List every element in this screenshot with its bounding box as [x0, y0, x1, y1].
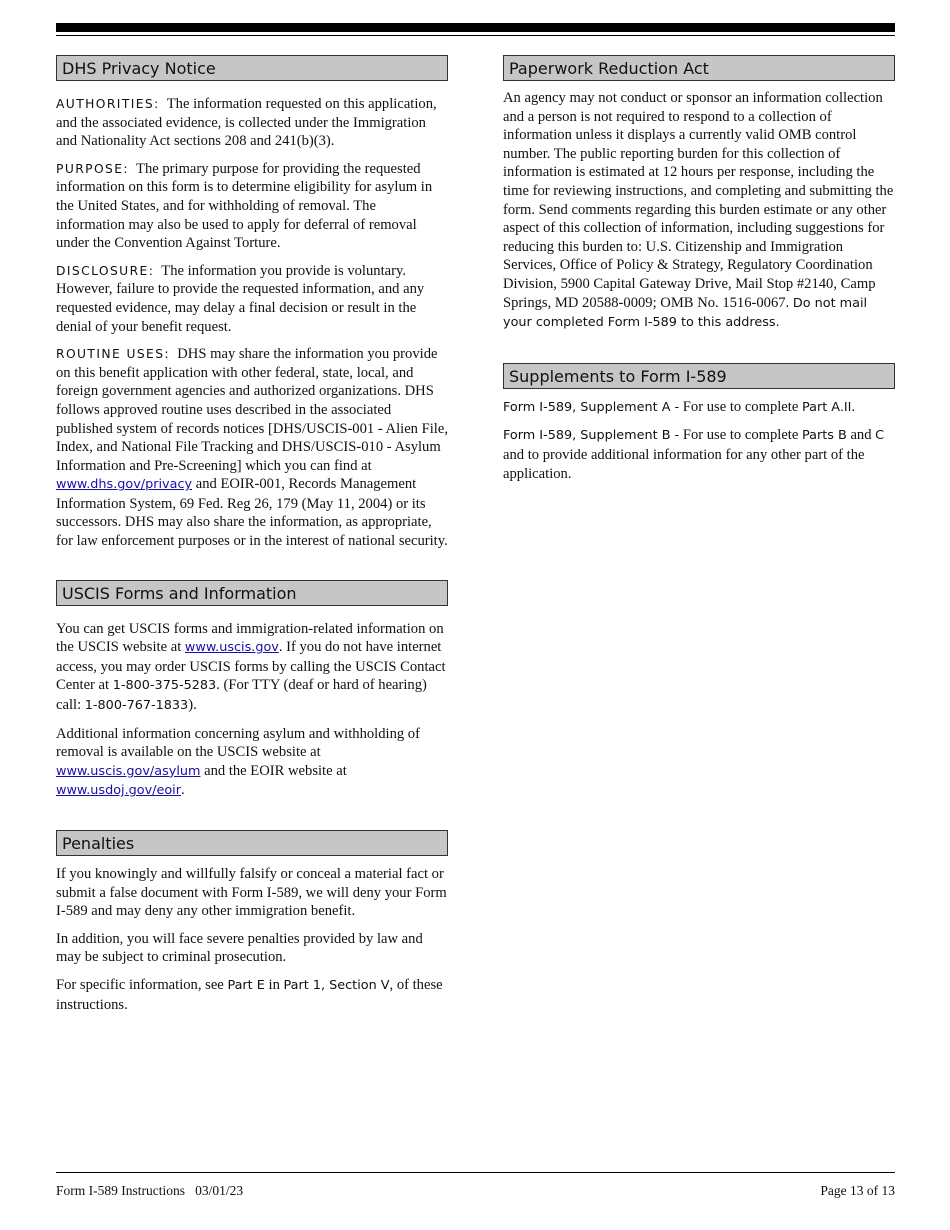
penalties-text: For specific information, see [56, 976, 224, 993]
penalties-paragraph-1: If you knowingly and willfully falsify or conceal a material fact or submit a false document with Form I-589, we will deny your Form I-589 and may deny any other immigration benefit. [56, 866, 447, 920]
right-column [503, 55, 895, 483]
uscis-info-text: You can get USCIS forms and immigration-related information on the USCIS website at [56, 620, 444, 656]
purpose-text: The primary purpose for providing the requested information on this form is to determine eligibility for asylum in the United States, and for withholding of removal. The information may also be used to apply for deferral of removal under the Convention Against Torture. [56, 160, 433, 252]
paperwork-paragraph [503, 89, 895, 333]
penalties-paragraph-2: In addition, you will face severe penalties provided by law and may be subject to criminal prosecution. [56, 930, 423, 966]
asylum-info-text-3: . [181, 782, 185, 799]
authorities-text: The information requested on this application, and the associated evidence, is collected under the Immigration and Nationality Act sections 208 and 241(b)(3). [56, 96, 437, 150]
left-column [56, 55, 448, 1014]
penalties-text-3: , of these instructions. [56, 976, 443, 1013]
paperwork-reduction-header: Paperwork Reduction Act [503, 55, 895, 81]
dhs-privacy-link[interactable]: www.dhs.gov/privacy [56, 477, 193, 493]
eoir-website-link[interactable]: www.usdoj.gov/eoir [56, 783, 182, 799]
part-e-reference: Part E [227, 977, 265, 993]
uscis-info-paragraph [56, 620, 448, 716]
asylum-info-paragraph [56, 725, 448, 801]
asylum-info-text: Additional information concerning asylum and withholding of removal is available on the USCIS website at [56, 725, 420, 761]
footer-form-name: Form I-589 Instructions 03/01/23 [56, 1183, 244, 1198]
supplement-a-text: For use to complete [682, 398, 799, 415]
purpose-label: PURPOSE: [56, 161, 129, 176]
supplement-b-paragraph [503, 426, 895, 483]
top-rule-thin [56, 35, 895, 36]
supplement-b-label: Form I-589, Supplement B - [503, 428, 680, 444]
disclosure-label: DISCLOSURE: [56, 263, 155, 278]
penalties-header: Penalties [56, 830, 448, 856]
paperwork-text: An agency may not conduct or sponsor an information collection and a person is not required to respond to a collection of information unless it displays a currently valid OMB control number. The public reporting burden for this collection of information is estimated at 12 hours per response, including the time for reviewing instructions, and completing and submitting the form. Send comments regarding this burden estimate or any other aspect of this collection of information, including suggestions for reducing this burden to: U.S. Citizenship and Immigration Services, Office of Policy & Strategy, Regulatory Coordination Division, 5900 Capital Gateway Drive, Mail Stop #2140, Camp Springs, MD 20588-0009; OMB No. 1516-0067. [503, 90, 894, 311]
top-rule [56, 23, 895, 32]
asylum-info-text-2: and the EOIR website at [204, 762, 347, 779]
supplements-header: Supplements to Form I-589 [503, 363, 895, 389]
authorities-label: AUTHORITIES: [56, 97, 160, 111]
footer-page-number: Page 13 of 13 [820, 1183, 895, 1198]
penalties-paragraph-3 [56, 976, 448, 1014]
footer-rule [56, 1172, 895, 1173]
routine-uses-text: DHS may share the information you provide on this benefit application with other federal, state, local, and foreign government agencies and authorized organizations. DHS follows approved routine uses described in the associated published system of records notices [DHS/USCIS-001 - Alien File, Index, and National File Tracking and DHS/USCIS-010 - Asylum Information and Pre-Screening] which you can find at [56, 346, 448, 474]
do-not-mail-notice: Do not mail your completed Form I-589 to this address. [503, 295, 868, 331]
supplement-b-text: For use to complete [682, 427, 799, 444]
purpose-paragraph [56, 160, 448, 253]
part-a-ii-reference: Part A.II [801, 399, 852, 415]
tty-phone: 1-800-767-1833 [84, 698, 189, 714]
routine-uses-label: ROUTINE USES: [56, 347, 170, 362]
uscis-forms-header: USCIS Forms and Information [56, 580, 448, 606]
penalties-text-2: in [268, 976, 280, 993]
parts-b-reference: Parts B [802, 428, 847, 444]
uscis-info-text-4: ). [188, 697, 197, 714]
contact-center-phone: 1-800-375-5283 [112, 678, 217, 694]
disclosure-text: The information you provide is voluntary. However, failure to provide the requested information, and any requested evidence, may delay a final decision or result in the denial of your benefit request. [56, 262, 425, 335]
part-c-reference: C [875, 428, 885, 444]
supplement-b-text-3: and to provide additional information for any other part of the application. [503, 446, 865, 482]
authorities-paragraph [56, 95, 448, 151]
supplement-a-label: Form I-589, Supplement A - [503, 399, 680, 415]
supplement-a-paragraph [503, 398, 895, 418]
uscis-asylum-link[interactable]: www.uscis.gov/asylum [56, 763, 201, 779]
supplement-b-text-2: and [850, 427, 872, 444]
uscis-website-link[interactable]: www.uscis.gov [184, 640, 279, 656]
uscis-info-text-2: . If you do not have internet access, you may order USCIS forms by calling the USCIS Contact Center at [56, 639, 446, 694]
privacy-notice-header: DHS Privacy Notice [56, 55, 448, 81]
routine-uses-text-continued: and EOIR-001, Records Management Information System, 69 Fed. Reg 26, 179 (May 11, 2004) or its successors. DHS may also share the information, as appropriate, for law enforcement purposes or in the interest of national security. [56, 476, 448, 550]
disclosure-paragraph [56, 262, 448, 336]
part-1-section-v-reference: Part 1, Section V [283, 977, 390, 993]
uscis-info-text-3: . (For TTY (deaf or hard of hearing) call: [56, 677, 427, 714]
supplement-a-end: . [851, 398, 856, 415]
routine-uses-paragraph [56, 345, 448, 551]
